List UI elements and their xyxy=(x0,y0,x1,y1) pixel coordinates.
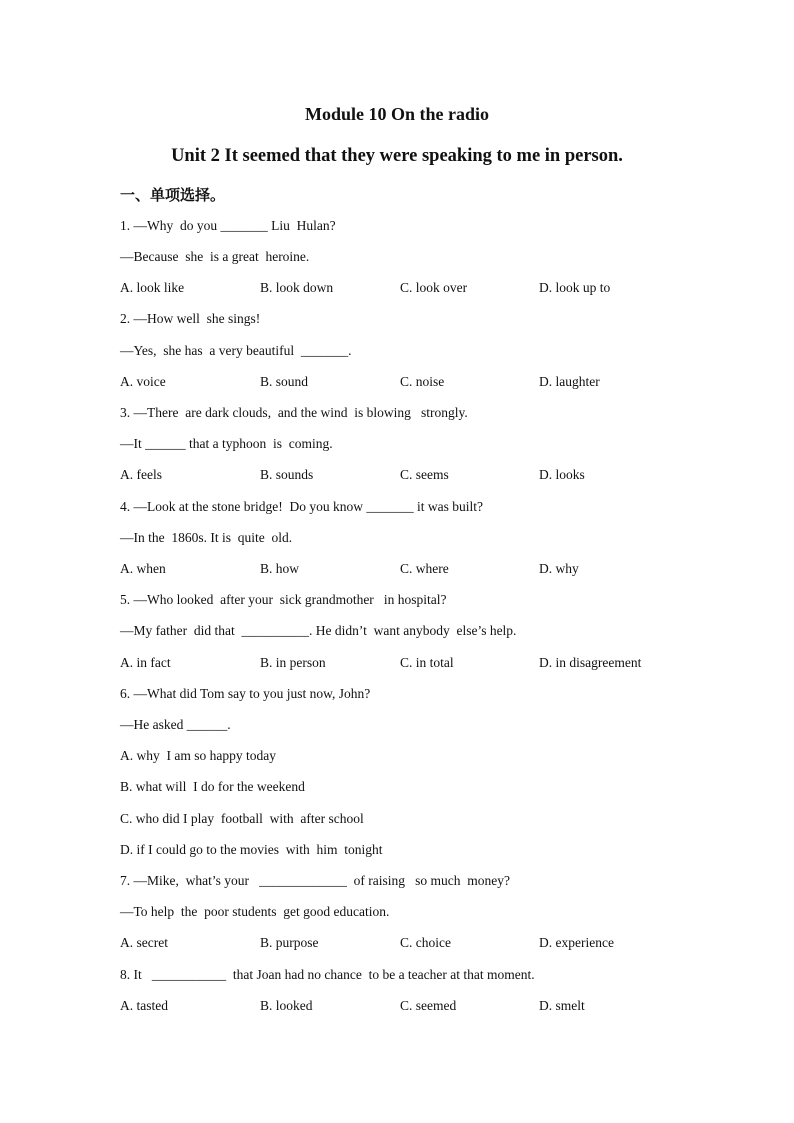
option-b: B. sounds xyxy=(260,467,314,482)
answer-4: —In the 1860s. It is quite old. xyxy=(120,530,293,545)
section-heading: 一、单项选择。 xyxy=(120,186,226,204)
option-c: C. in total xyxy=(400,655,454,670)
answer-1: —Because she is a great heroine. xyxy=(120,249,310,264)
option-c: C. seemed xyxy=(400,998,457,1013)
option-b: B. look down xyxy=(260,280,334,295)
option-c: C. look over xyxy=(400,280,468,295)
question-8: 8. It ___________ that Joan had no chance to be a teacher at that moment. xyxy=(120,967,535,982)
option-d: D. smelt xyxy=(539,998,585,1013)
answer-5: —My father did that __________. He didn’t want anybody else’s help. xyxy=(120,623,517,638)
options-2 xyxy=(120,374,740,392)
option-b: B. purpose xyxy=(260,935,319,950)
option-b: B. how xyxy=(260,561,300,576)
option-d: D. in disagreement xyxy=(539,655,642,670)
options-5 xyxy=(120,655,740,673)
module-title: Module 10 On the radio xyxy=(304,104,489,124)
question-6: 6. —What did Tom say to you just now, John? xyxy=(120,686,371,701)
options-4 xyxy=(120,561,740,579)
option-b: B. in person xyxy=(260,655,326,670)
option-d: D. look up to xyxy=(539,280,611,295)
option-c: C. seems xyxy=(400,467,449,482)
answer-3: —It ______ that a typhoon is coming. xyxy=(120,436,333,451)
option-c: C. where xyxy=(400,561,449,576)
option-b: B. looked xyxy=(260,998,313,1013)
option-d: D. experience xyxy=(539,935,614,950)
option-a: A. why I am so happy today xyxy=(120,748,276,763)
unit-title: Unit 2 It seemed that they were speaking to me in person. xyxy=(171,146,623,166)
option-b: B. sound xyxy=(260,374,309,389)
answer-7: —To help the poor students get good education. xyxy=(120,904,390,919)
answer-2: —Yes, she has a very beautiful _______. xyxy=(120,343,352,358)
option-c: C. noise xyxy=(400,374,445,389)
options-3 xyxy=(120,467,740,485)
question-3: 3. —There are dark clouds, and the wind is blowing strongly. xyxy=(120,405,468,420)
option-a: A. feels xyxy=(120,467,162,482)
option-c: C. choice xyxy=(400,935,451,950)
options-7 xyxy=(120,935,740,953)
option-a: A. when xyxy=(120,561,166,576)
options-8 xyxy=(120,998,740,1016)
question-1: 1. —Why do you _______ Liu Hulan? xyxy=(120,218,336,233)
option-d: D. why xyxy=(539,561,579,576)
option-d: D. laughter xyxy=(539,374,600,389)
question-7: 7. —Mike, what’s your _____________ of raising so much money? xyxy=(120,873,510,888)
option-a: A. in fact xyxy=(120,655,171,670)
option-b: B. what will I do for the weekend xyxy=(120,779,305,794)
option-a: A. tasted xyxy=(120,998,168,1013)
option-a: A. voice xyxy=(120,374,166,389)
option-a: A. secret xyxy=(120,935,168,950)
option-d: D. if I could go to the movies with him tonight xyxy=(120,842,383,857)
question-4: 4. —Look at the stone bridge! Do you know _______ it was built? xyxy=(120,499,483,514)
option-d: D. looks xyxy=(539,467,585,482)
options-1 xyxy=(120,280,740,298)
option-c: C. who did I play football with after school xyxy=(120,811,364,826)
question-2: 2. —How well she sings! xyxy=(120,311,261,326)
answer-6: —He asked ______. xyxy=(120,717,231,732)
option-a: A. look like xyxy=(120,280,185,295)
question-5: 5. —Who looked after your sick grandmother in hospital? xyxy=(120,592,447,607)
